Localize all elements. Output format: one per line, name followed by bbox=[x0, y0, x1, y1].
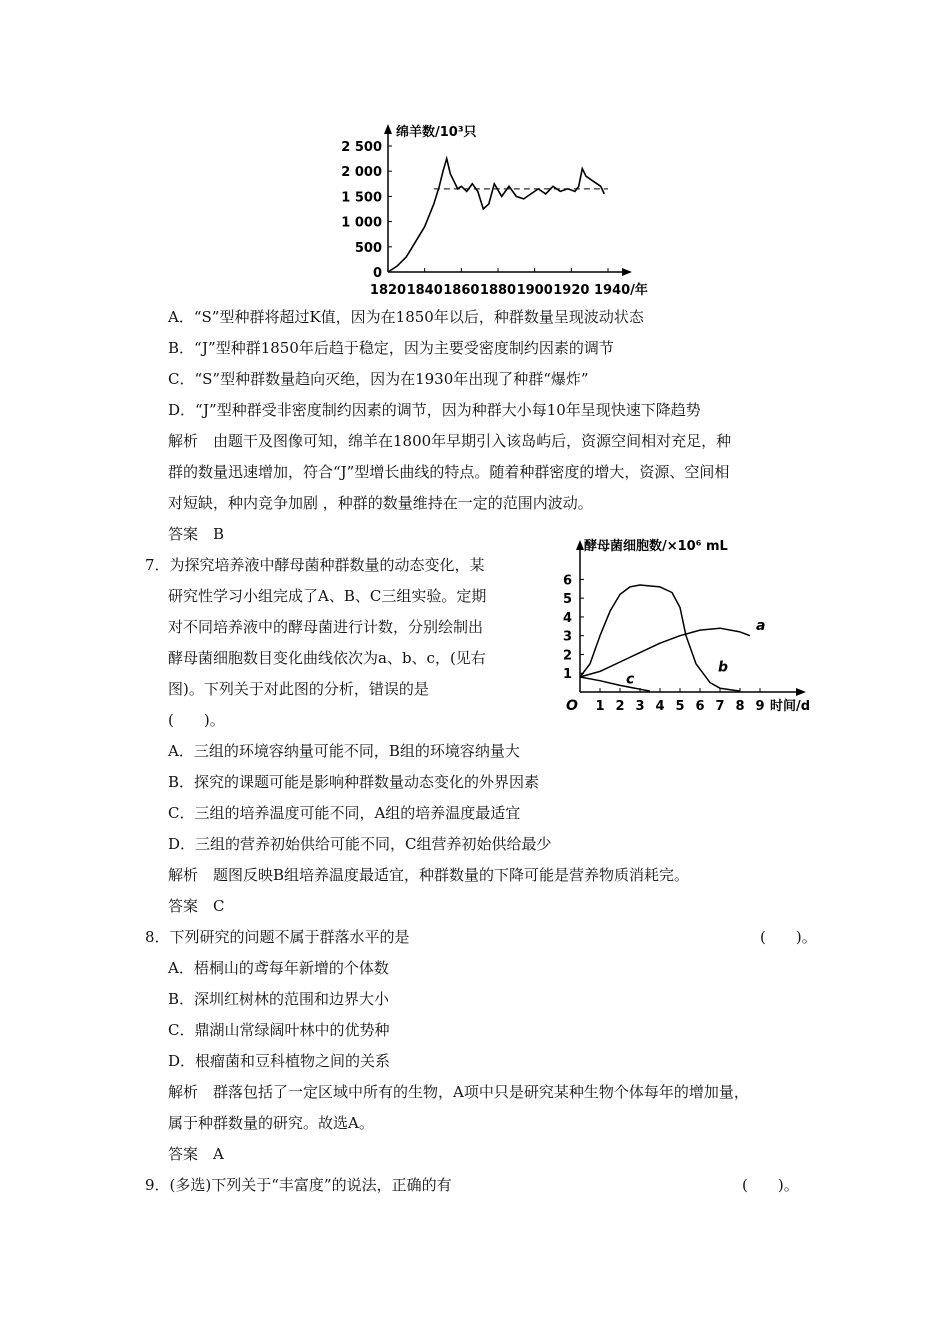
x-tick-label: 1820 bbox=[369, 283, 407, 298]
y-tick-label: 2 bbox=[562, 648, 572, 664]
origin-label: O bbox=[566, 698, 578, 714]
q8-option-c: C．鼎湖山常绿阔叶林中的优势种 bbox=[168, 1021, 390, 1039]
yeast-chart-svg bbox=[550, 532, 810, 722]
x-tick-label: 1920 bbox=[553, 283, 590, 298]
x-tick-label: 3 bbox=[635, 699, 645, 714]
series-label-a: a bbox=[756, 618, 766, 635]
q7-option-c: C．三组的培养温度可能不同，A组的培养温度最适宜 bbox=[168, 804, 521, 822]
x-tick-label: 1900 bbox=[516, 283, 553, 298]
x-tick-label: 4 bbox=[655, 699, 665, 714]
q6-option-a: A．“S”型种群将超过K值，因为在1850年以后，种群数量呈现波动状态 bbox=[168, 308, 644, 326]
q7-option-a: A．三组的环境容纳量可能不同，B组的环境容纳量大 bbox=[168, 742, 520, 760]
q7-stem-line-1: 7．为探究培养液中酵母菌种群数量的动态变化，某 bbox=[145, 556, 485, 574]
q7-answer: 答案 C bbox=[168, 897, 225, 915]
y-tick-label: 2 500 bbox=[341, 140, 382, 155]
q8-answer-paren: ( )。 bbox=[760, 928, 817, 946]
q6-option-b: B．“J”型种群1850年后趋于稳定，因为主要受密度制约因素的调节 bbox=[168, 339, 614, 357]
q7-analysis: 解析 题图反映B组培养温度最适宜，种群数量的下降可能是营养物质消耗完。 bbox=[168, 866, 690, 884]
y-axis-label: 酵母菌细胞数/×10⁶ mL bbox=[584, 539, 728, 554]
q7-stem-line-4: 酵母菌细胞数目变化曲线依次为a、b、c，(见右 bbox=[168, 649, 486, 667]
q8-option-d: D．根瘤菌和豆科植物之间的关系 bbox=[168, 1052, 391, 1070]
q8-stem: 8．下列研究的问题不属于群落水平的是 bbox=[145, 928, 410, 946]
y-tick-label: 6 bbox=[562, 573, 572, 589]
x-tick-label: 8 bbox=[735, 699, 745, 714]
x-tick-label: 7 bbox=[715, 699, 725, 714]
x-axis-arrow bbox=[796, 688, 806, 696]
q8-option-b: B．深圳红树林的范围和边界大小 bbox=[168, 990, 390, 1008]
x-axis-arrow bbox=[622, 268, 632, 276]
q9-answer-paren: ( )。 bbox=[742, 1176, 799, 1194]
y-tick-label: 0 bbox=[372, 266, 382, 281]
q6-analysis-line-1: 解析 由题干及图像可知，绵羊在1800年早期引入该岛屿后，资源空间相对充足，种 bbox=[168, 432, 732, 450]
y-tick-label: 2 000 bbox=[341, 165, 382, 181]
y-tick-label: 500 bbox=[354, 240, 382, 256]
y-axis-arrow bbox=[384, 124, 392, 134]
q6-answer: 答案 B bbox=[168, 525, 225, 543]
q6-option-c: C．“S”型种群数量趋向灭绝，因为在1930年出现了种群“爆炸” bbox=[168, 370, 589, 388]
y-tick-label: 4 bbox=[562, 610, 572, 626]
x-tick-label: 1940/年 bbox=[594, 283, 648, 298]
sheep-chart-svg bbox=[330, 120, 648, 300]
q8-analysis-line-1: 解析 群落包括了一定区域中所有的生物，A项中只是研究某种生物个体每年的增加量， bbox=[168, 1083, 749, 1101]
yeast-population-chart bbox=[550, 532, 810, 722]
q7-option-d: D．三组的营养初始供给可能不同，C组营养初始供给最少 bbox=[168, 835, 552, 853]
x-tick-label: 1840 bbox=[406, 283, 443, 298]
q7-option-b: B．探究的课题可能是影响种群数量动态变化的外界因素 bbox=[168, 773, 540, 791]
sheep-population-chart bbox=[330, 120, 648, 300]
y-tick-label: 5 bbox=[562, 592, 572, 608]
x-tick-label: 1880 bbox=[479, 283, 517, 298]
q8-analysis-line-2: 属于种群数量的研究。故选A。 bbox=[168, 1114, 374, 1132]
series-label-b: b bbox=[718, 659, 729, 676]
y-tick-label: 1 500 bbox=[341, 190, 382, 206]
y-axis-arrow bbox=[576, 540, 584, 550]
y-tick-label: 3 bbox=[562, 629, 572, 645]
x-tick-label: 1860 bbox=[443, 283, 480, 298]
q9-stem: 9．(多选)下列关于“丰富度”的说法，正确的有 bbox=[145, 1176, 452, 1194]
q7-stem-line-6: ( )。 bbox=[168, 711, 225, 729]
sheep-series-line bbox=[388, 159, 604, 272]
q8-answer: 答案 A bbox=[168, 1145, 224, 1163]
x-axis-label: 时间/d bbox=[770, 699, 811, 714]
y-axis-label: 绵羊数/10³只 bbox=[396, 125, 477, 140]
yeast-series-c bbox=[580, 677, 650, 691]
series-label-c: c bbox=[626, 671, 635, 688]
x-tick-label: 6 bbox=[695, 699, 705, 714]
x-tick-label: 2 bbox=[615, 699, 625, 714]
q6-option-d: D．“J”型种群受非密度制约因素的调节，因为种群大小每10年呈现快速下降趋势 bbox=[168, 401, 701, 419]
x-tick-label: 1 bbox=[595, 699, 605, 714]
q7-stem-line-3: 对不同培养液中的酵母菌进行计数，分别绘制出 bbox=[168, 618, 484, 636]
q7-stem-line-2: 研究性学习小组完成了A、B、C三组实验。定期 bbox=[168, 587, 487, 605]
q6-analysis-line-2: 群的数量迅速增加，符合“J”型增长曲线的特点。随着种群密度的增大，资源、空间相 bbox=[168, 463, 730, 481]
q7-stem-line-5: 图)。下列关于对此图的分析，错误的是 bbox=[168, 680, 429, 698]
y-tick-label: 1 bbox=[562, 667, 572, 683]
y-tick-label: 1 000 bbox=[341, 215, 382, 231]
x-tick-label: 9 bbox=[755, 699, 765, 714]
yeast-series-b bbox=[580, 585, 740, 691]
q6-analysis-line-3: 对短缺，种内竞争加剧 ，种群的数量维持在一定的范围内波动。 bbox=[168, 494, 593, 512]
q8-option-a: A．梧桐山的鸢每年新增的个体数 bbox=[168, 959, 389, 977]
x-tick-label: 5 bbox=[675, 699, 685, 714]
